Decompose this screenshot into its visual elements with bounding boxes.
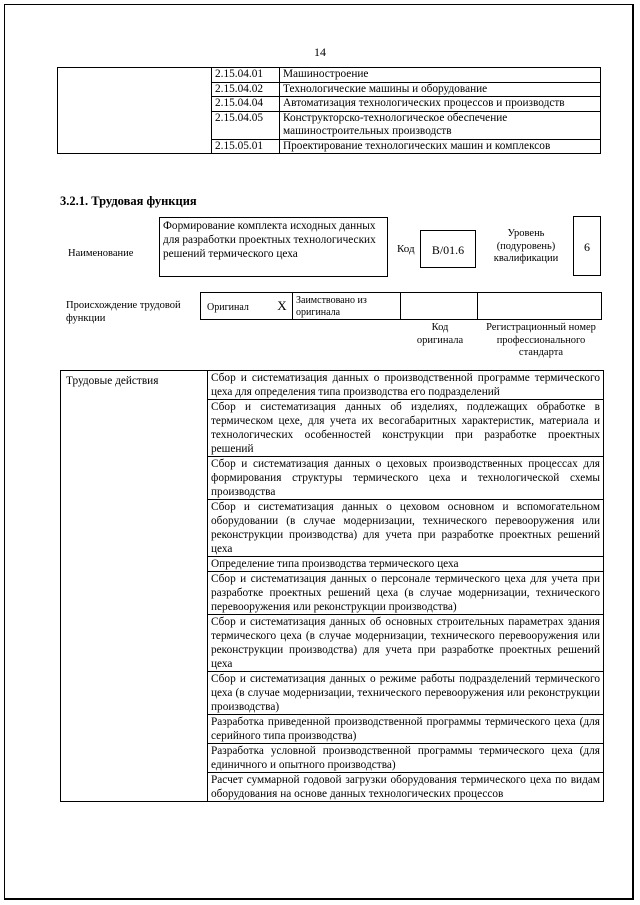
function-code-value: B/01.6 bbox=[420, 230, 476, 268]
page-number: 14 bbox=[314, 45, 326, 59]
code-original-label: Код оригинала bbox=[416, 322, 464, 346]
code-cell: 2.15.05.01 bbox=[212, 139, 280, 154]
borrowed-label: Заимствовано из оригинала bbox=[296, 295, 367, 318]
name-cell: Автоматизация технологических процессов и производств bbox=[280, 97, 601, 112]
code-cell: 2.15.04.05 bbox=[212, 111, 280, 139]
origin-row bbox=[200, 292, 602, 320]
action-item: Сбор и систематизация данных об основных строительных параметрах здания термического цеха (в случае модернизации, технического перевооружения или реконструкции производства) для учета при разработке проектных решений цеха bbox=[208, 615, 604, 672]
blank-cell bbox=[58, 68, 212, 154]
name-cell: Технологические машины и оборудование bbox=[280, 82, 601, 97]
name-label: Наименование bbox=[68, 248, 134, 259]
code-original-cell bbox=[400, 292, 477, 320]
reg-number-cell bbox=[477, 292, 602, 320]
action-item: Сбор и систематизация данных об изделиях, подлежащих обработке в термическом цехе, для учета их весогабаритных характеристик, материала и технологических особенностей конструкции при разработке проектных решений bbox=[208, 400, 604, 457]
action-item: Разработка приведенной производственной программы термического цеха (для серийного типа производства) bbox=[208, 715, 604, 744]
code-cell: 2.15.04.01 bbox=[212, 68, 280, 83]
code-cell: 2.15.04.02 bbox=[212, 82, 280, 97]
borrowed-cell bbox=[292, 292, 400, 320]
code-label: Код bbox=[397, 243, 415, 255]
level-label: Уровень (подуровень) квалификации bbox=[493, 228, 559, 264]
action-item: Сбор и систематизация данных о цеховых производственных процессах для формирования структуры термического цеха и технологической схемы производства bbox=[208, 457, 604, 500]
name-cell: Машиностроение bbox=[280, 68, 601, 83]
action-item: Расчет суммарной годовой загрузки оборудования термического цеха по видам оборудования на основе данных технологических процессов bbox=[208, 773, 604, 802]
name-cell: Конструкторско-технологическое обеспечение машиностроительных производств bbox=[280, 111, 601, 139]
name-cell: Проектирование технологических машин и комплексов bbox=[280, 139, 601, 154]
function-name-value: Формирование комплекта исходных данных для разработки проектных технологических решений термического цеха bbox=[159, 217, 388, 277]
table-row bbox=[58, 68, 601, 83]
labor-actions-table bbox=[60, 370, 604, 802]
code-cell: 2.15.04.04 bbox=[212, 97, 280, 112]
reg-number-label: Регистрационный номер профессионального стандарта bbox=[486, 322, 596, 358]
original-mark: X bbox=[272, 292, 292, 320]
origin-label: Происхождение трудовой функции bbox=[66, 300, 181, 324]
action-item: Сбор и систематизация данных о цеховом основном и вспомогательном оборудовании (в случае модернизации, технического перевооружения или реконструкции производства) для учета при разработке проектных решений цеха bbox=[208, 500, 604, 557]
function-level-value: 6 bbox=[573, 216, 601, 276]
education-codes-table bbox=[57, 67, 601, 154]
action-item: Сбор и систематизация данных о производственной программе термического цеха для определения типа производства его подразделений bbox=[208, 371, 604, 400]
section-heading: 3.2.1. Трудовая функция bbox=[60, 194, 197, 208]
original-label: Оригинал bbox=[207, 302, 249, 313]
actions-label: Трудовые действия bbox=[61, 371, 208, 802]
table-row bbox=[61, 371, 604, 400]
original-cell bbox=[200, 292, 272, 320]
action-item: Разработка условной производственной программы термического цеха (для единичного и опытного производства) bbox=[208, 744, 604, 773]
action-item: Сбор и систематизация данных о режиме работы подразделений термического цеха (в случае модернизации, технического перевооружения или реконструкции производства) bbox=[208, 672, 604, 715]
action-item: Сбор и систематизация данных о персонале термического цеха для учета при разработке проектных решений цеха (в случае модернизации, технического перевооружения или реконструкции производства) bbox=[208, 572, 604, 615]
action-item: Определение типа производства термического цеха bbox=[208, 557, 604, 572]
